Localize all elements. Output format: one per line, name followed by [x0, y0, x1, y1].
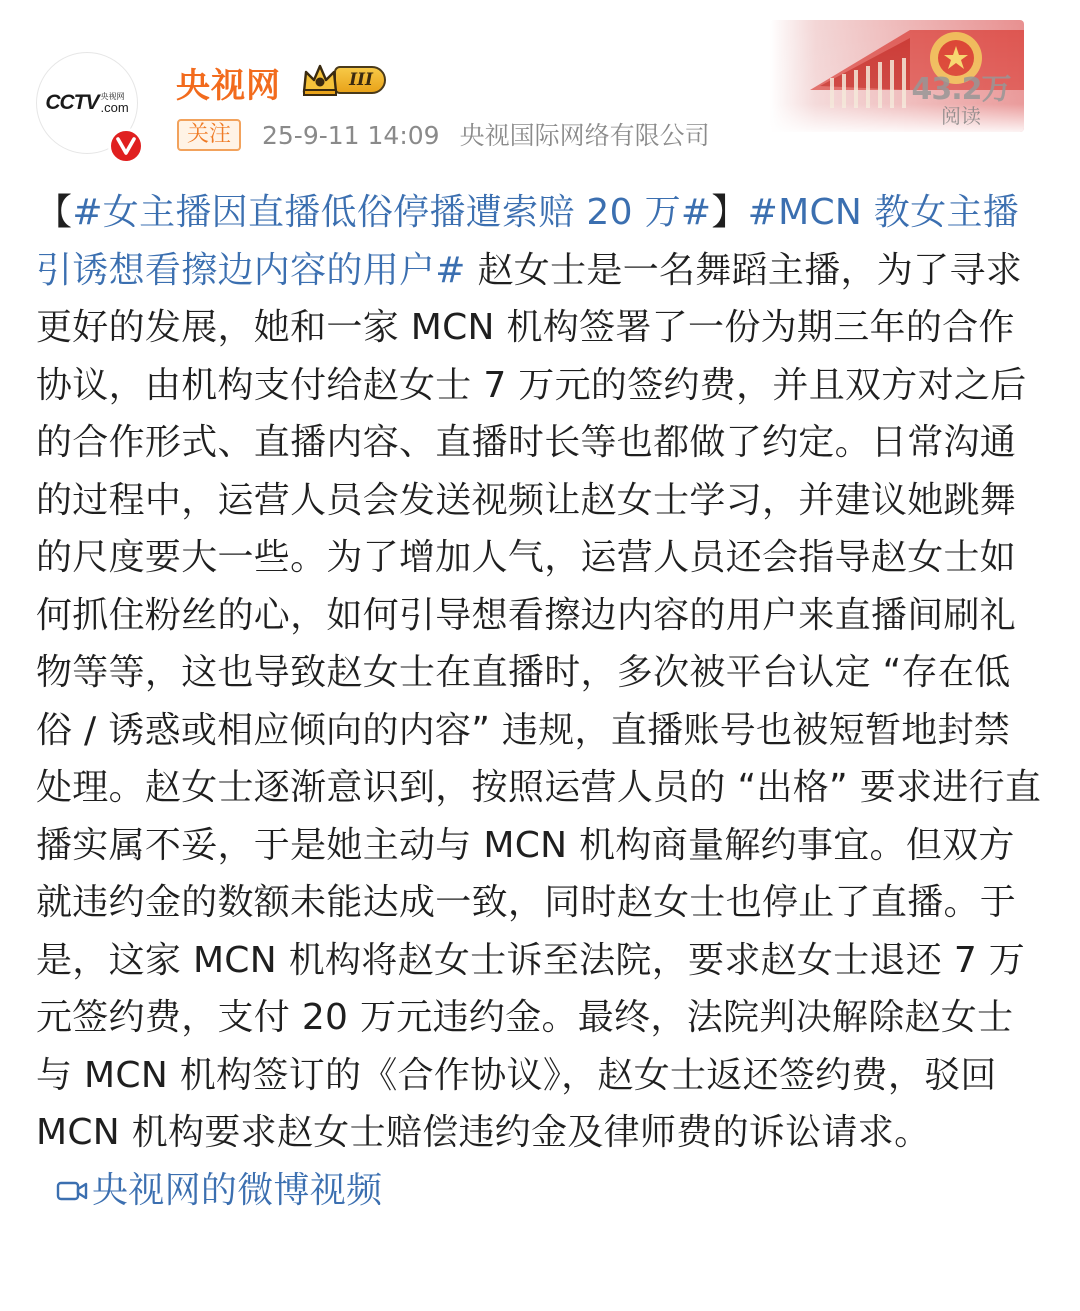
logo-side	[101, 93, 129, 114]
logo-com-text: .com	[100, 99, 129, 115]
hashtag-link[interactable]: #MCN 教女主播引诱想看擦边内容的用户#	[36, 192, 1020, 291]
video-link[interactable]	[36, 1170, 382, 1211]
logo-cn-text: 央视网	[100, 91, 125, 101]
read-label: 阅读	[941, 104, 981, 128]
level-chip: III	[334, 66, 386, 94]
verified-v-icon	[108, 128, 144, 164]
logo-main-text: CCTV	[45, 91, 99, 114]
post-timestamp: 25-9-11 14:09	[262, 121, 440, 150]
open-bracket: 【	[36, 192, 73, 233]
cctv-logo	[45, 91, 128, 115]
read-count: 43.2万	[911, 72, 1011, 107]
hashtag-link[interactable]: #女主播因直播低俗停播遭索赔 20 万#	[72, 192, 712, 233]
post-content	[36, 184, 1044, 1221]
post-header	[0, 0, 1080, 165]
post-meta	[262, 116, 710, 152]
video-camera-icon	[56, 1164, 88, 1222]
crown-icon	[300, 62, 340, 98]
level-badge[interactable]	[300, 62, 386, 98]
post-body-text: 赵女士是一名舞蹈主播，为了寻求更好的发展，她和一家 MCN 机构签署了一份为期三年的合作协议，由机构支付给赵女士 7 万元的签约费，并且双方对之后的合作形式、直播内容、直播时长等也都做了约定。日常沟通的过程中，运营人员会发送视频让赵女士学习，并建议她跳舞的尺度要大一些。为了增加人气，运营人员还会指导赵女士如何抓住粉丝的心，如何引导想看擦边内容的用户来直播间刷礼物等等，这也导致赵女士在直播时，多次被平台认定 “存在低俗 / 诱惑或相应倾向的内容” 违规，直播账号也被短暂地封禁处理。赵女士逐渐意识到，按照运营人员的 “出格” 要求进行直播实属不妥，于是她主动与 MCN 机构商量解约事宜。但双方就违约金的数额未能达成一致，同时赵女士也停止了直播。于是，这家 MCN 机构将赵女士诉至法院，要求赵女士退还 7 万元签约费，支付 20 万元违约金。最终，法院判决解除赵女士与 MCN 机构签订的《合作协议》，赵女士返还签约费，驳回 MCN 机构要求赵女士赔偿违约金及律师费的诉讼请求。	[36, 249, 1042, 1153]
post-source[interactable]: 央视国际网络有限公司	[459, 121, 710, 150]
follow-button[interactable]: 关注	[177, 119, 241, 151]
close-bracket: 】	[711, 192, 748, 233]
video-link-text: 央视网的微博视频	[92, 1169, 383, 1211]
author-name[interactable]: 央视网	[176, 66, 281, 106]
